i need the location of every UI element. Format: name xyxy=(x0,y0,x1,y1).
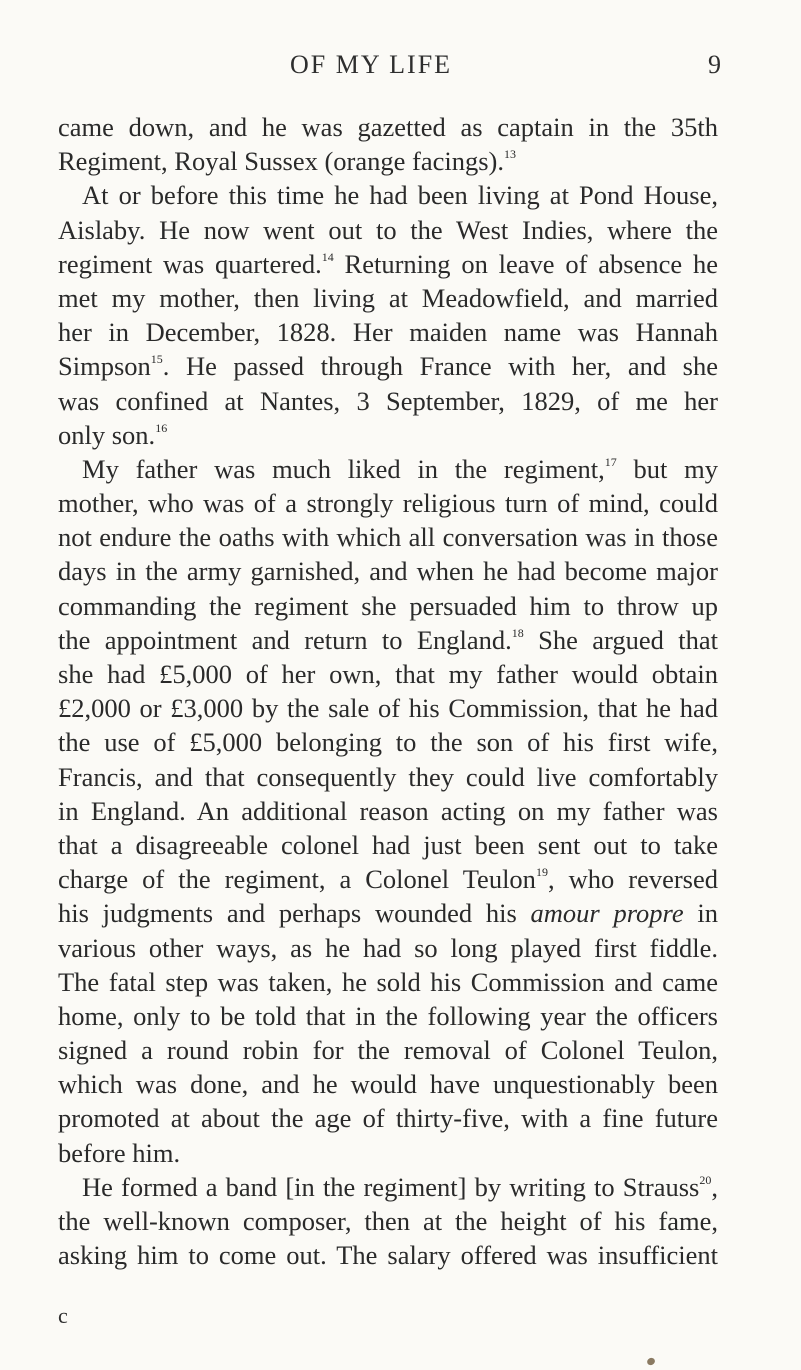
page-header xyxy=(0,50,801,80)
text-line xyxy=(58,828,718,862)
line-text: home, only to be told that in the following year the officers xyxy=(58,1000,718,1031)
text-line xyxy=(58,315,718,349)
line-text: the well-known composer, then at the height of his fame, xyxy=(58,1206,718,1236)
text-line xyxy=(58,965,718,999)
line-text: . He passed through France with her, and she xyxy=(162,351,718,382)
footnote-ref: 20 xyxy=(699,1172,712,1187)
text-line xyxy=(58,281,718,315)
line-text: his judgments and perhaps wounded his xyxy=(58,898,531,929)
line-text: signed a round robin for the removal of Colonel Teulon, xyxy=(58,1035,718,1066)
line-text: the appointment and return to England. xyxy=(58,624,512,655)
text-line xyxy=(58,486,718,520)
footnote-ref: 16 xyxy=(155,420,168,435)
text-line xyxy=(58,554,718,588)
line-text: was confined at Nantes, 3 September, 1829, of me her xyxy=(58,385,718,416)
line-text: days in the army garnished, and when he had become major xyxy=(58,556,718,587)
text-line xyxy=(58,1067,718,1101)
ink-smudge xyxy=(646,1356,656,1366)
text-line xyxy=(58,520,718,554)
text-line xyxy=(58,657,718,691)
text-line xyxy=(58,1101,718,1135)
line-text: regiment was quartered. xyxy=(58,248,322,279)
footnote-ref: 19 xyxy=(535,865,548,880)
text-line xyxy=(58,213,718,247)
italic-phrase: amour propre xyxy=(530,898,684,929)
line-text: She argued that xyxy=(523,624,718,655)
text-line xyxy=(58,178,718,212)
text-line xyxy=(58,1136,718,1170)
line-text: charge of the regiment, a Colonel Teulon xyxy=(58,864,536,895)
text-line xyxy=(58,691,718,725)
footnote-ref: 13 xyxy=(503,147,516,162)
text-line xyxy=(58,1170,718,1204)
line-text: My father was much liked in the regiment, xyxy=(82,453,605,484)
text-line xyxy=(58,1204,718,1238)
line-text: Returning on leave of absence he xyxy=(333,248,718,279)
line-text: promoted at about the age of thirty-five, with a fine future xyxy=(58,1103,718,1134)
line-text: commanding the regiment she persuaded him to throw up xyxy=(58,590,718,621)
footnote-ref: 14 xyxy=(321,249,334,264)
text-line xyxy=(58,896,718,930)
text-line xyxy=(58,452,718,486)
line-text: He formed a band [in the regiment] by writing to Strauss xyxy=(82,1171,700,1202)
signature-mark: c xyxy=(58,1303,68,1328)
line-text: which was done, and he would have unquestionably been xyxy=(58,1069,718,1100)
line-text: that a disagreeable colonel had just been sent out to take xyxy=(58,829,718,860)
text-line xyxy=(58,110,718,144)
text-line xyxy=(58,418,718,452)
line-text: , who reversed xyxy=(547,864,718,895)
text-line xyxy=(58,349,718,383)
line-text: only son. xyxy=(58,419,156,450)
text-line xyxy=(58,794,718,828)
text-line xyxy=(58,931,718,965)
line-text: various other ways, as he had so long played first fiddle. xyxy=(58,932,718,963)
line-text: , xyxy=(711,1171,718,1202)
running-head: OF MY LIFE xyxy=(290,50,453,79)
footnote-ref: 17 xyxy=(604,454,617,469)
text-line xyxy=(58,760,718,794)
footnote-ref: 18 xyxy=(511,625,524,640)
text-line xyxy=(58,589,718,623)
line-text: she had £5,000 of her own, that my father would obtain xyxy=(58,659,718,689)
line-text: mother, who was of a strongly religious turn of mind, could xyxy=(58,488,718,519)
line-text: in England. An additional reason acting on my father was xyxy=(58,795,718,826)
line-text: The fatal step was taken, he sold his Commission and came xyxy=(58,966,718,997)
text-line xyxy=(58,247,718,281)
line-text: Aislaby. He now went out to the West Indies, where the xyxy=(58,214,718,245)
line-text: in xyxy=(683,898,718,929)
body-text xyxy=(58,110,718,1272)
text-line xyxy=(58,999,718,1033)
line-text: Regiment, Royal Sussex (orange facings). xyxy=(58,146,504,177)
text-line xyxy=(58,1238,718,1272)
page-number: 9 xyxy=(708,50,721,79)
line-text: asking him to come out. The salary offered was insufficient xyxy=(58,1240,718,1271)
line-text: At or before this time he had been living at Pond House, xyxy=(82,180,718,211)
text-line xyxy=(58,144,718,178)
text-line xyxy=(58,862,718,896)
text-line xyxy=(58,384,718,418)
footnote-ref: 15 xyxy=(150,352,163,367)
line-text: came down, and he was gazetted as captain in the 35th xyxy=(58,112,718,142)
line-text: the use of £5,000 belonging to the son of his first wife, xyxy=(58,727,718,758)
text-line xyxy=(58,623,718,657)
line-text: Simpson xyxy=(58,351,151,382)
line-text: Francis, and that consequently they could live comfortably xyxy=(58,761,718,792)
line-text: before him. xyxy=(58,1137,181,1168)
text-line xyxy=(58,725,718,759)
line-text: met my mother, then living at Meadowfield, and married xyxy=(58,282,718,313)
line-text: not endure the oaths with which all conversation was in those xyxy=(58,522,718,553)
text-line xyxy=(58,1033,718,1067)
line-text: but my xyxy=(616,453,718,484)
line-text: £2,000 or £3,000 by the sale of his Commission, that he had xyxy=(58,693,718,724)
line-text: her in December, 1828. Her maiden name was Hannah xyxy=(58,317,718,348)
